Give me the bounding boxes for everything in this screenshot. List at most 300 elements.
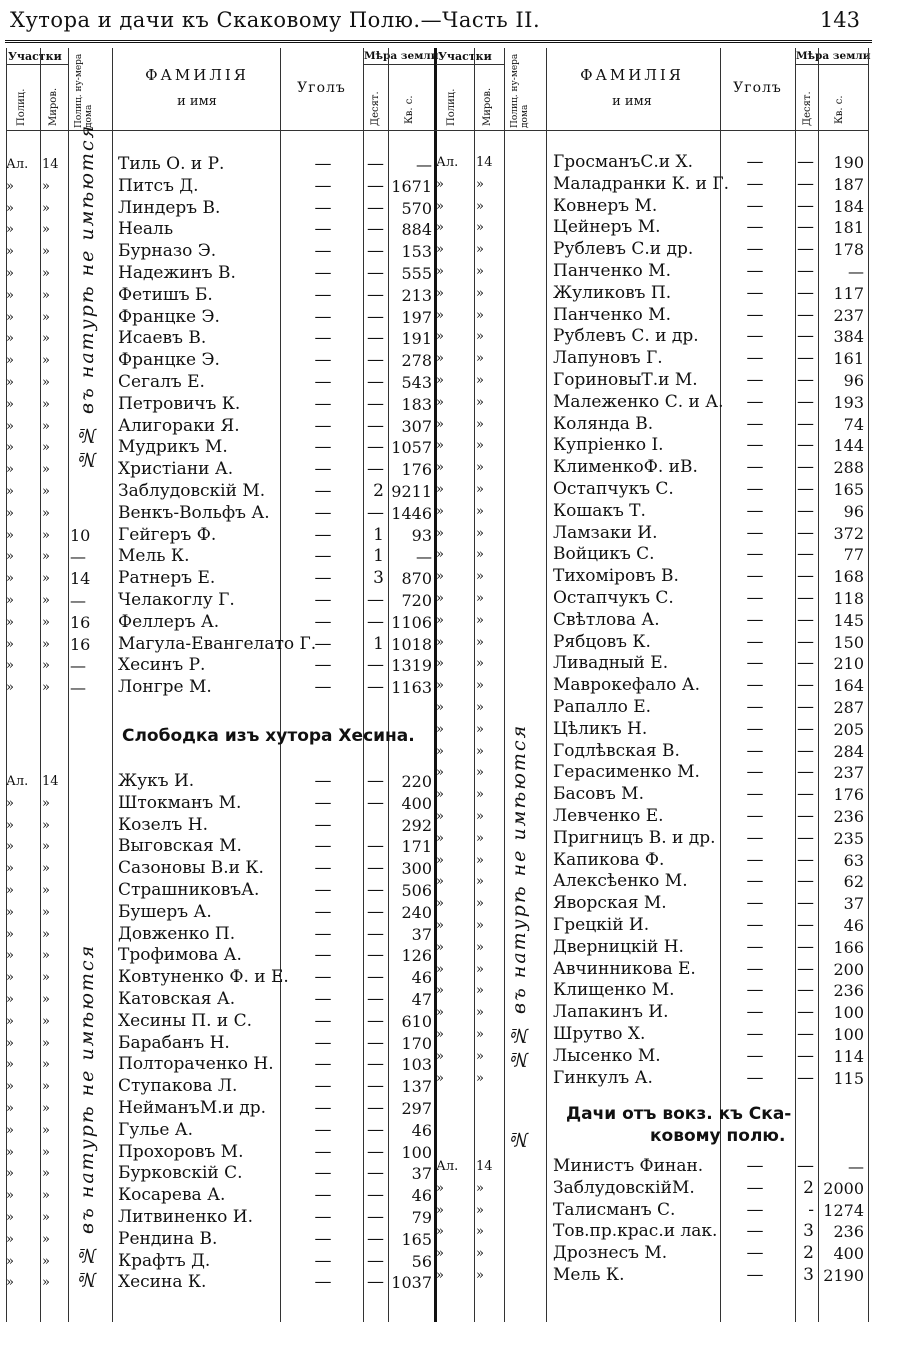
left-block1-mirov-cell: 14 [42, 157, 59, 172]
left-block2-desyat-cell: — [367, 1228, 384, 1249]
right-block1-ugol-cell: — [746, 173, 764, 194]
right-block1-name-cell: Лапуновъ Г. [553, 348, 663, 369]
left-block1-mirov-cell: » [42, 200, 50, 216]
left-block2-mirov-cell: » [42, 839, 50, 855]
left-block2-name-cell: Трофимова А. [118, 945, 242, 966]
right-block1-kv-sazhen-cell: 63 [843, 850, 864, 870]
left-block2-polits-cell: » [6, 1057, 14, 1073]
right-block1-polits-cell: » [436, 830, 444, 846]
right-block1-row [0, 871, 900, 893]
right-block1-kv-sazhen-cell: 96 [843, 371, 864, 390]
right-block1-name-cell: Маврокефало А. [553, 675, 701, 696]
left-block2-ugol-cell: — [314, 923, 332, 944]
right-block1-ugol-cell: — [746, 958, 764, 979]
left-block2-desyat-cell: — [367, 1141, 384, 1162]
right-block1-kv-sazhen-cell: 37 [843, 894, 864, 914]
right-block1-ugol-cell: — [746, 718, 764, 739]
right-block1-row [0, 937, 900, 959]
left-block2-name-cell: Прохоровъ М. [118, 1141, 244, 1162]
left-block2-desyat-cell: — [367, 1250, 384, 1271]
right-block1-name-cell: Годлѣвская В. [553, 740, 680, 761]
right-block1-kv-sazhen-cell: 210 [833, 654, 864, 674]
right-block1-row [0, 588, 900, 610]
right-block1-ugol-cell: — [746, 195, 764, 216]
right-block1-polits-cell: » [436, 416, 444, 432]
right-block1-mirov-cell: » [476, 830, 484, 846]
right-block1-name-cell: Цейнеръ М. [553, 217, 661, 238]
right-block1-row [0, 980, 900, 1002]
left-block2-polits-cell: » [6, 992, 14, 1007]
right-block1-ugol-cell: — [746, 915, 764, 935]
left-block2-name-cell: Бурковскій С. [118, 1163, 243, 1184]
left-block2-polits-cell: » [6, 839, 14, 855]
left-block1-ugol-cell: — [314, 502, 332, 523]
left-block1-mirov-cell: » [42, 680, 50, 696]
left-block2-mirov-cell: » [42, 992, 50, 1007]
right-block1-desyat-cell: — [797, 217, 814, 238]
right-block1-row [0, 217, 900, 239]
right-block2-desyat-cell: - [808, 1199, 814, 1220]
right-block1-row [0, 457, 900, 479]
left-block1-ugol-cell: — [314, 263, 332, 283]
right-block1-kv-sazhen-cell: 100 [833, 1025, 864, 1044]
left-block2-name-cell: Гулье А. [118, 1119, 194, 1140]
left-block1-house-number-cell: — [70, 656, 86, 676]
left-block2-kv-sazhen-cell: 56 [411, 1251, 432, 1271]
right-block1-name-cell: Грецкій И. [553, 915, 650, 935]
left-block1-mirov-cell: » [42, 484, 50, 499]
right-block1-polits-cell: » [436, 721, 444, 737]
left-block1-ugol-cell: — [314, 372, 332, 392]
right-block1-kv-sazhen-cell: 237 [833, 305, 864, 325]
right-block1-mirov-cell: » [476, 612, 484, 628]
left-block1-polits-cell: » [6, 309, 14, 325]
left-block2-mirov-cell: » [42, 795, 50, 811]
right-block1-kv-sazhen-cell: 115 [833, 1068, 864, 1088]
right-block2-name-cell: Дрознесъ М. [553, 1243, 668, 1264]
right-block1-ugol-cell: — [746, 1002, 764, 1023]
right-block1-mirov-cell: » [476, 416, 484, 432]
right-block1-name-cell: Жуликовъ П. [553, 282, 672, 303]
right-block1-kv-sazhen-cell: 161 [833, 349, 864, 369]
right-block1-mirov-cell: » [476, 351, 484, 367]
right-block2-row [0, 1178, 900, 1200]
right-block1-mirov-cell: » [476, 373, 484, 388]
right-block1-ugol-cell: — [746, 653, 764, 674]
left-block2-mirov-cell: » [42, 1188, 50, 1204]
left-block2-ugol-cell: — [314, 792, 332, 813]
right-block1-ugol-cell: — [746, 806, 764, 826]
left-block2-desyat-cell: — [367, 1010, 384, 1031]
right-block1-name-cell: Левченко Е. [553, 806, 664, 826]
right-block1-mirov-cell: » [476, 482, 484, 497]
left-block2-mirov-cell: 14 [42, 774, 59, 789]
left-block2-ugol-cell: — [314, 1272, 332, 1293]
left-block1-desyat-cell: — [367, 415, 384, 436]
left-block2-kv-sazhen-cell: 1037 [391, 1273, 432, 1293]
left-block2-name-cell: Ковтуненко Ф. и Е. [118, 967, 289, 988]
right-block1-row [0, 566, 900, 588]
right-block1-row [0, 174, 900, 196]
left-block2-desyat-cell: — [367, 1207, 384, 1227]
right-block1-polits-cell: » [436, 547, 444, 563]
right-block1-mirov-cell: » [476, 961, 484, 977]
right-block1-polits-cell: » [436, 569, 444, 585]
right-block1-mirov-cell: » [476, 438, 484, 454]
left-block2-ugol-cell: — [314, 858, 332, 879]
left-block2-ugol-cell: — [314, 945, 332, 966]
right-block1-kv-sazhen-cell: 287 [833, 698, 864, 717]
left-block2-kv-sazhen-cell: 37 [411, 924, 432, 944]
right-block1-desyat-cell: — [797, 413, 814, 434]
left-block1-name-cell: Петровичъ К. [118, 393, 241, 414]
left-block2-mirov-cell: » [42, 817, 50, 833]
right-block1-mirov-cell: » [476, 220, 484, 236]
left-block2-polits-cell: » [6, 904, 14, 920]
right-block1-desyat-cell: — [797, 326, 814, 347]
left-block2-ugol-cell: — [314, 1228, 332, 1249]
right-block1-polits-cell: » [436, 1027, 444, 1042]
left-block1-kv-sazhen-cell: 555 [401, 264, 432, 283]
left-block1-name-cell: Сегалъ Е. [118, 372, 205, 392]
right-block1-kv-sazhen-cell: 200 [833, 959, 864, 979]
right-block1-name-cell: Малеженко С. и А. [553, 391, 724, 412]
left-block2-ugol-cell: — [314, 1250, 332, 1271]
right-block1-ugol-cell: — [746, 435, 764, 456]
left-block2-kv-sazhen-cell: 126 [401, 946, 432, 966]
right-block1-polits-cell: » [436, 1005, 444, 1021]
right-block1-desyat-cell: — [797, 239, 814, 260]
right-block1-desyat-cell: — [797, 1067, 814, 1088]
right-block1-name-cell: Остапчукъ С. [553, 479, 674, 499]
right-block2-desyat-cell: — [797, 1156, 814, 1176]
right-block1-ugol-cell: — [746, 784, 764, 805]
grid-header-bottom-rule [6, 130, 868, 131]
page-header-title: Хутора и дачи къ Скаковому Полю.—Часть II. [10, 8, 541, 32]
right-block2-row [0, 1200, 900, 1222]
right-block1-mirov-cell: » [476, 242, 484, 258]
left-block1-mirov-cell: » [42, 222, 50, 238]
left-block2-mirov-cell: » [42, 1013, 50, 1029]
left-block1-house-number-cell: 16 [70, 612, 91, 632]
right-block1-polits-cell: » [436, 307, 444, 323]
left-block1-mirov-cell: » [42, 266, 50, 281]
right-block2-kv-sazhen-cell: 236 [833, 1222, 864, 1242]
right-block1-desyat-cell: — [797, 915, 814, 935]
right-block1-desyat-cell: — [797, 588, 814, 608]
right-block1-desyat-cell: — [797, 675, 814, 696]
right-block1-desyat-cell: — [797, 348, 814, 369]
left-block1-desyat-cell: — [367, 328, 384, 349]
right-block1-name-cell: Цѣликъ Н. [553, 718, 648, 739]
right-block2-kv-sazhen-cell: 2000 [823, 1178, 864, 1198]
right-block1-polits-cell: » [436, 1070, 444, 1086]
left-block2-desyat-cell: — [367, 1076, 384, 1097]
left-block2-ugol-cell: — [314, 1207, 332, 1227]
right-block2-kv-sazhen-cell: 2190 [823, 1266, 864, 1285]
left-block1-mirov-cell: » [42, 658, 50, 674]
right-block1-kv-sazhen-cell: 77 [843, 545, 864, 565]
right-block1-desyat-cell: — [797, 697, 814, 717]
right-block1-desyat-cell: — [797, 566, 814, 587]
right-block1-desyat-cell: — [797, 370, 814, 390]
right-block1-mirov-cell: » [476, 656, 484, 672]
left-block1-mirov-cell: » [42, 462, 50, 478]
right-block1-kv-sazhen-cell: 284 [833, 741, 864, 761]
right-block1-row [0, 610, 900, 632]
right-block1-mirov-cell: » [476, 285, 484, 301]
left-block2-desyat-cell: — [367, 1098, 384, 1118]
right-block1-polits-cell: » [436, 939, 444, 955]
left-block1-name-cell: Францке Э. [118, 306, 220, 327]
left-block1-polits-cell: » [6, 462, 14, 478]
left-header-desyat: Десят. [370, 91, 381, 126]
right-block1-polits-cell: Ал. [436, 155, 459, 170]
left-block2-kv-sazhen-cell: 46 [411, 968, 432, 988]
right-block1-kv-sazhen-cell: 145 [833, 610, 864, 630]
right-block1-kv-sazhen-cell: 237 [833, 763, 864, 783]
right-block1-kv-sazhen-cell: 236 [833, 807, 864, 826]
left-block1-kv-sazhen-cell: 191 [401, 329, 432, 349]
right-block1-polits-cell: » [436, 700, 444, 715]
left-block2-polits-cell: » [6, 1101, 14, 1116]
right-block1-mirov-cell: » [476, 460, 484, 476]
right-block2-mirov-cell: » [476, 1202, 484, 1218]
right-block1-ugol-cell: — [746, 827, 764, 848]
right-block1-name-cell: Лапакинъ И. [553, 1002, 669, 1023]
left-block2-mirov-cell: » [42, 1231, 50, 1247]
right-header-mera-zemli: Мѣра земли [796, 50, 871, 62]
right-block2-kv-sazhen-cell: — [848, 1157, 864, 1176]
right-header-polits: Полиц. [446, 88, 457, 126]
left-block1-polits-cell: » [6, 658, 14, 674]
right-block1-name-cell: Рябцовъ К. [553, 631, 651, 652]
left-block1-desyat-cell: 3 [373, 568, 384, 589]
right-block1-row [0, 828, 900, 850]
left-block2-kv-sazhen-cell: 292 [401, 815, 432, 835]
right-block1-kv-sazhen-cell: 46 [843, 916, 864, 935]
right-block1-name-cell: Ливадный Е. [553, 653, 669, 674]
right-block1-mirov-cell: » [476, 591, 484, 606]
left-block2-ugol-cell: — [314, 967, 332, 988]
right-block1-row [0, 1068, 900, 1090]
right-block1-desyat-cell: — [797, 391, 814, 412]
left-block1-kv-sazhen-cell: 884 [401, 220, 432, 240]
right-block2-name-cell: Министъ Финан. [553, 1156, 704, 1176]
left-block1-desyat-cell: — [367, 154, 384, 174]
left-block1-desyat-cell: — [367, 437, 384, 458]
right-block1-desyat-cell: — [797, 544, 814, 565]
left-block2-kv-sazhen-cell: 79 [411, 1208, 432, 1227]
left-header-mirov: Миров. [48, 87, 59, 126]
right-block1-name-cell: Клищенко М. [553, 980, 675, 1001]
left-block1-kv-sazhen-cell: 1446 [391, 503, 432, 523]
right-block1-desyat-cell: — [797, 893, 814, 914]
left-block2-mirov-cell: » [42, 1275, 50, 1291]
right-block1-polits-cell: » [436, 765, 444, 781]
right-header-uchastki: Участки [438, 50, 492, 63]
right-block1-polits-cell: » [436, 1048, 444, 1064]
right-block1-polits-cell: » [436, 525, 444, 541]
left-block1-mirov-cell: » [42, 178, 50, 194]
right-block1-kv-sazhen-cell: 236 [833, 981, 864, 1001]
left-block2-ugol-cell: — [314, 880, 332, 900]
left-block1-polits-cell: » [6, 549, 14, 565]
right-block1-name-cell: Остапчукъ С. [553, 588, 674, 608]
right-block1-desyat-cell: — [797, 827, 814, 848]
left-block1-ugol-cell: — [314, 415, 332, 436]
right-block1-row [0, 239, 900, 261]
right-block1-kv-sazhen-cell: 176 [833, 785, 864, 805]
left-block1-kv-sazhen-cell: 1671 [391, 176, 432, 196]
right-block1-row [0, 523, 900, 545]
left-block1-mirov-cell: » [42, 375, 50, 390]
right-block1-mirov-cell: » [476, 874, 484, 890]
right-block1-kv-sazhen-cell: 114 [833, 1046, 864, 1066]
left-header-house-number: Полиц. ну-мера дома [74, 53, 94, 128]
left-block2-ugol-cell: — [314, 814, 332, 835]
left-header-mera-zemli: Мѣра земли [364, 50, 439, 62]
left-block2-kv-sazhen-cell: 165 [401, 1229, 432, 1249]
right-block1-mirov-cell: » [476, 525, 484, 541]
right-block2-desyat-cell: 2 [803, 1243, 814, 1264]
right-block1-desyat-cell: — [797, 152, 814, 172]
left-block1-desyat-cell: — [367, 306, 384, 327]
right-block1-row [0, 893, 900, 915]
left-block1-kv-sazhen-cell: 213 [401, 285, 432, 305]
left-block1-name-cell: Тиль О. и Р. [118, 154, 225, 174]
right-block2-polits-cell: » [436, 1180, 444, 1196]
left-block1-name-cell: Христіани А. [118, 459, 234, 480]
left-block2-ugol-cell: — [314, 901, 332, 922]
left-block1-kv-sazhen-cell: 93 [411, 525, 432, 545]
left-block1-ugol-cell: — [314, 328, 332, 349]
right-block1-desyat-cell: — [797, 631, 814, 652]
left-block2-polits-cell: » [6, 1013, 14, 1029]
left-block1-desyat-cell: — [367, 350, 384, 371]
left-block2-mirov-cell: » [42, 926, 50, 942]
left-header-kv-s: Кв. с. [404, 95, 415, 124]
left-block1-desyat-cell: — [367, 459, 384, 480]
left-block2-kv-sazhen-cell: 400 [401, 793, 432, 813]
left-block1-ugol-cell: — [314, 524, 332, 545]
left-block1-desyat-cell: — [367, 219, 384, 240]
left-block1-polits-cell: » [6, 396, 14, 412]
left-block2-polits-cell: » [6, 1122, 14, 1138]
left-block1-polits-cell: » [6, 636, 14, 652]
left-block1-ugol-cell: — [314, 568, 332, 589]
right-header-mirov: Миров. [482, 87, 493, 126]
left-block1-mirov-cell: » [42, 287, 50, 303]
left-block1-kv-sazhen-cell: 570 [401, 198, 432, 218]
right-block1-ugol-cell: — [746, 1045, 764, 1066]
right-block2-ugol-cell: — [746, 1265, 764, 1285]
right-block2-ugol-cell: — [746, 1221, 764, 1242]
right-block1-mirov-cell: » [476, 918, 484, 933]
left-block2-kv-sazhen-cell: 100 [401, 1142, 432, 1162]
right-block1-desyat-cell: — [797, 936, 814, 957]
left-block2-kv-sazhen-cell: 47 [411, 990, 432, 1009]
right-block1-name-cell: Пригницъ В. и др. [553, 827, 716, 848]
right-block1-kv-sazhen-cell: 184 [833, 196, 864, 216]
left-block1-name-cell: Хесинъ Р. [118, 655, 206, 676]
left-block1-name-cell: Ратнеръ Е. [118, 568, 216, 589]
left-block2-kv-sazhen-cell: 37 [411, 1164, 432, 1184]
left-block1-polits-cell: » [6, 331, 14, 347]
right-block1-name-cell: Рапалло Е. [553, 697, 652, 717]
right-block2-ugol-cell: — [746, 1156, 764, 1176]
right-block1-row [0, 762, 900, 784]
right-block1-name-cell: Свѣтлова А. [553, 609, 660, 630]
left-block2-kv-sazhen-cell: 103 [401, 1055, 432, 1075]
left-block2-polits-cell: » [6, 926, 14, 942]
left-block2-polits-cell: » [6, 1231, 14, 1247]
right-block1-polits-cell: » [436, 285, 444, 301]
left-block1-ugol-cell: — [314, 611, 332, 632]
right-block1-kv-sazhen-cell: 205 [833, 719, 864, 739]
left-block2-name-cell: Бушеръ А. [118, 901, 212, 922]
right-block1-desyat-cell: — [797, 653, 814, 674]
left-block2-kv-sazhen-cell: 506 [401, 881, 432, 900]
left-block2-ugol-cell: — [314, 1163, 332, 1184]
left-block2-kv-sazhen-cell: 297 [401, 1099, 432, 1118]
left-block1-kv-sazhen-cell: 870 [401, 569, 432, 589]
right-block1-polits-cell: » [436, 896, 444, 912]
left-block2-desyat-cell: — [367, 1119, 384, 1140]
left-block2-kv-sazhen-cell: 137 [401, 1077, 432, 1097]
left-block1-house-number-cell: 14 [70, 569, 91, 589]
right-block1-desyat-cell: — [797, 1024, 814, 1044]
right-block1-name-cell: Шрутво Х. [553, 1024, 646, 1044]
left-block2-name-cell: Довженко П. [118, 923, 236, 944]
left-block1-ugol-cell: — [314, 437, 332, 458]
left-block2-name-cell: Рендина В. [118, 1228, 218, 1249]
right-block1-name-cell: Тихоміровъ В. [553, 566, 679, 587]
right-block1-desyat-cell: — [797, 1002, 814, 1023]
right-block2-kv-sazhen-cell: 400 [833, 1244, 864, 1264]
right-header-desyat: Десят. [802, 91, 813, 126]
right-block1-polits-cell: » [436, 176, 444, 192]
right-block1-row [0, 850, 900, 872]
left-block2-desyat-cell: — [367, 792, 384, 813]
right-block1-mirov-cell: » [476, 787, 484, 803]
left-block2-ugol-cell: — [314, 989, 332, 1009]
right-block1-row [0, 414, 900, 436]
right-block1-polits-cell: » [436, 743, 444, 759]
right-block2-ugol-cell: — [746, 1199, 764, 1220]
left-block1-name-cell: Линдеръ В. [118, 197, 221, 218]
left-block2-name-cell: Хесина К. [118, 1272, 207, 1293]
left-header-i-imya: и имя [177, 94, 217, 109]
left-block2-desyat-cell: — [367, 858, 384, 879]
right-block1-mirov-cell: » [476, 569, 484, 585]
left-block1-name-cell: Бурназо Э. [118, 241, 217, 262]
right-block1-row [0, 1002, 900, 1024]
right-block1-desyat-cell: — [797, 740, 814, 761]
right-block1-kv-sazhen-cell: 181 [833, 218, 864, 238]
left-block2-name-cell: Козелъ Н. [118, 814, 208, 835]
right-block2-mirov-cell: » [476, 1180, 484, 1196]
right-block1-polits-cell: » [436, 983, 444, 999]
left-block1-polits-cell: » [6, 178, 14, 194]
left-block1-polits-cell: » [6, 593, 14, 608]
left-block1-polits-cell: » [6, 353, 14, 369]
right-block2-row [0, 1265, 900, 1287]
left-header-polits: Полиц. [16, 88, 27, 126]
right-block2-name-cell: Мель К. [553, 1265, 625, 1285]
right-block1-name-cell: Капикова Ф. [553, 849, 665, 870]
right-block1-kv-sazhen-cell: 117 [833, 283, 864, 303]
